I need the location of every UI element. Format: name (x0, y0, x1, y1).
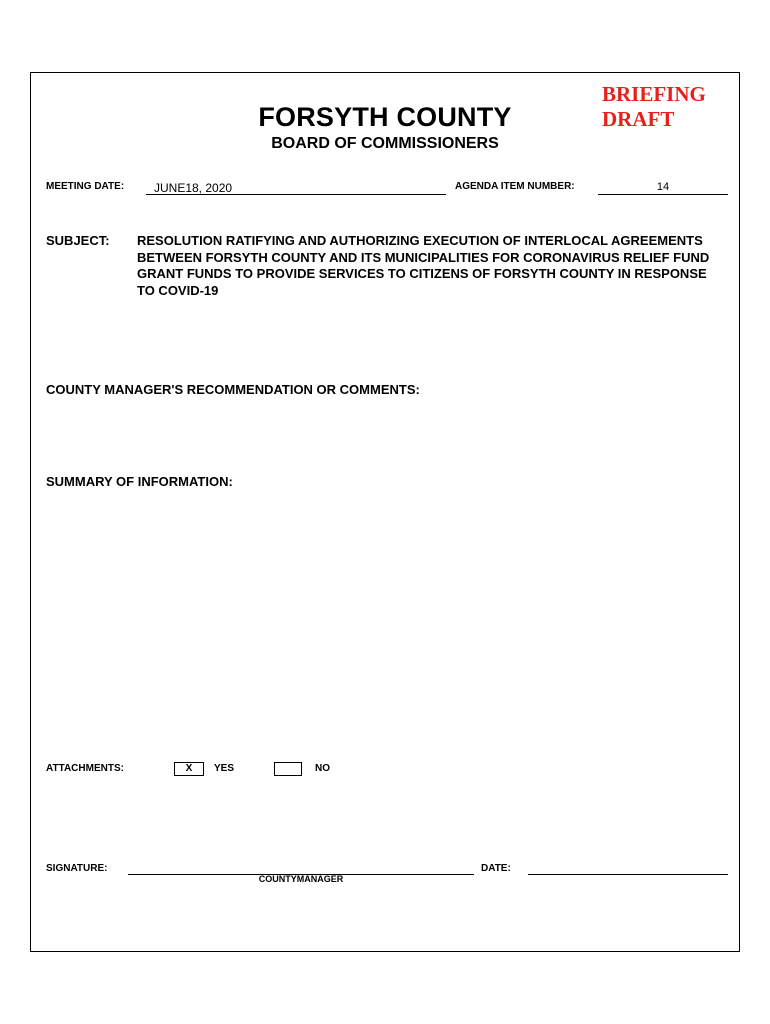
subject-text: RESOLUTION RATIFYING AND AUTHORIZING EXECUTION OF INTERLOCAL AGREEMENTS BETWEEN FORSYTH COUNTY AND ITS MUNICIPALITIES FOR CORONAVIRUS RELIEF FUND GRANT FUNDS TO PROVIDE SERVICES TO CITIZENS OF FORSYTH COUNTY IN RESPONSE TO COVID-19 (137, 233, 710, 298)
subject-label: SUBJECT: (46, 233, 110, 248)
signature-date-line[interactable] (528, 874, 728, 875)
attachments-yes-checkbox[interactable]: X (174, 762, 204, 776)
stamp-line-1: BRIEFING (602, 82, 706, 106)
signature-caption: COUNTYMANAGER (258, 874, 344, 884)
attachments-no-checkbox[interactable] (274, 762, 302, 776)
attachments-yes-label: YES (214, 763, 235, 774)
signature-date-label: DATE: (481, 863, 511, 874)
signature-label: SIGNATURE: (46, 863, 108, 874)
page-subtitle: BOARD OF COMMISSIONERS (271, 135, 499, 152)
page-title: FORSYTH COUNTY (258, 102, 512, 132)
attachments-no-label: NO (315, 763, 330, 774)
summary-heading: SUMMARY OF INFORMATION: (46, 474, 233, 489)
agenda-item-underline (598, 194, 728, 195)
agenda-item-label: AGENDA ITEM NUMBER: (455, 181, 575, 192)
meeting-date-value: JUNE18, 2020 (154, 181, 233, 195)
page-frame (30, 72, 740, 952)
attachments-label: ATTACHMENTS: (46, 763, 124, 774)
meeting-date-label: MEETING DATE: (46, 181, 125, 192)
agenda-item-value: 14 (656, 181, 670, 193)
stamp-line-2: DRAFT (602, 107, 675, 131)
recommendation-heading: COUNTY MANAGER'S RECOMMENDATION OR COMMENTS: (46, 382, 420, 397)
